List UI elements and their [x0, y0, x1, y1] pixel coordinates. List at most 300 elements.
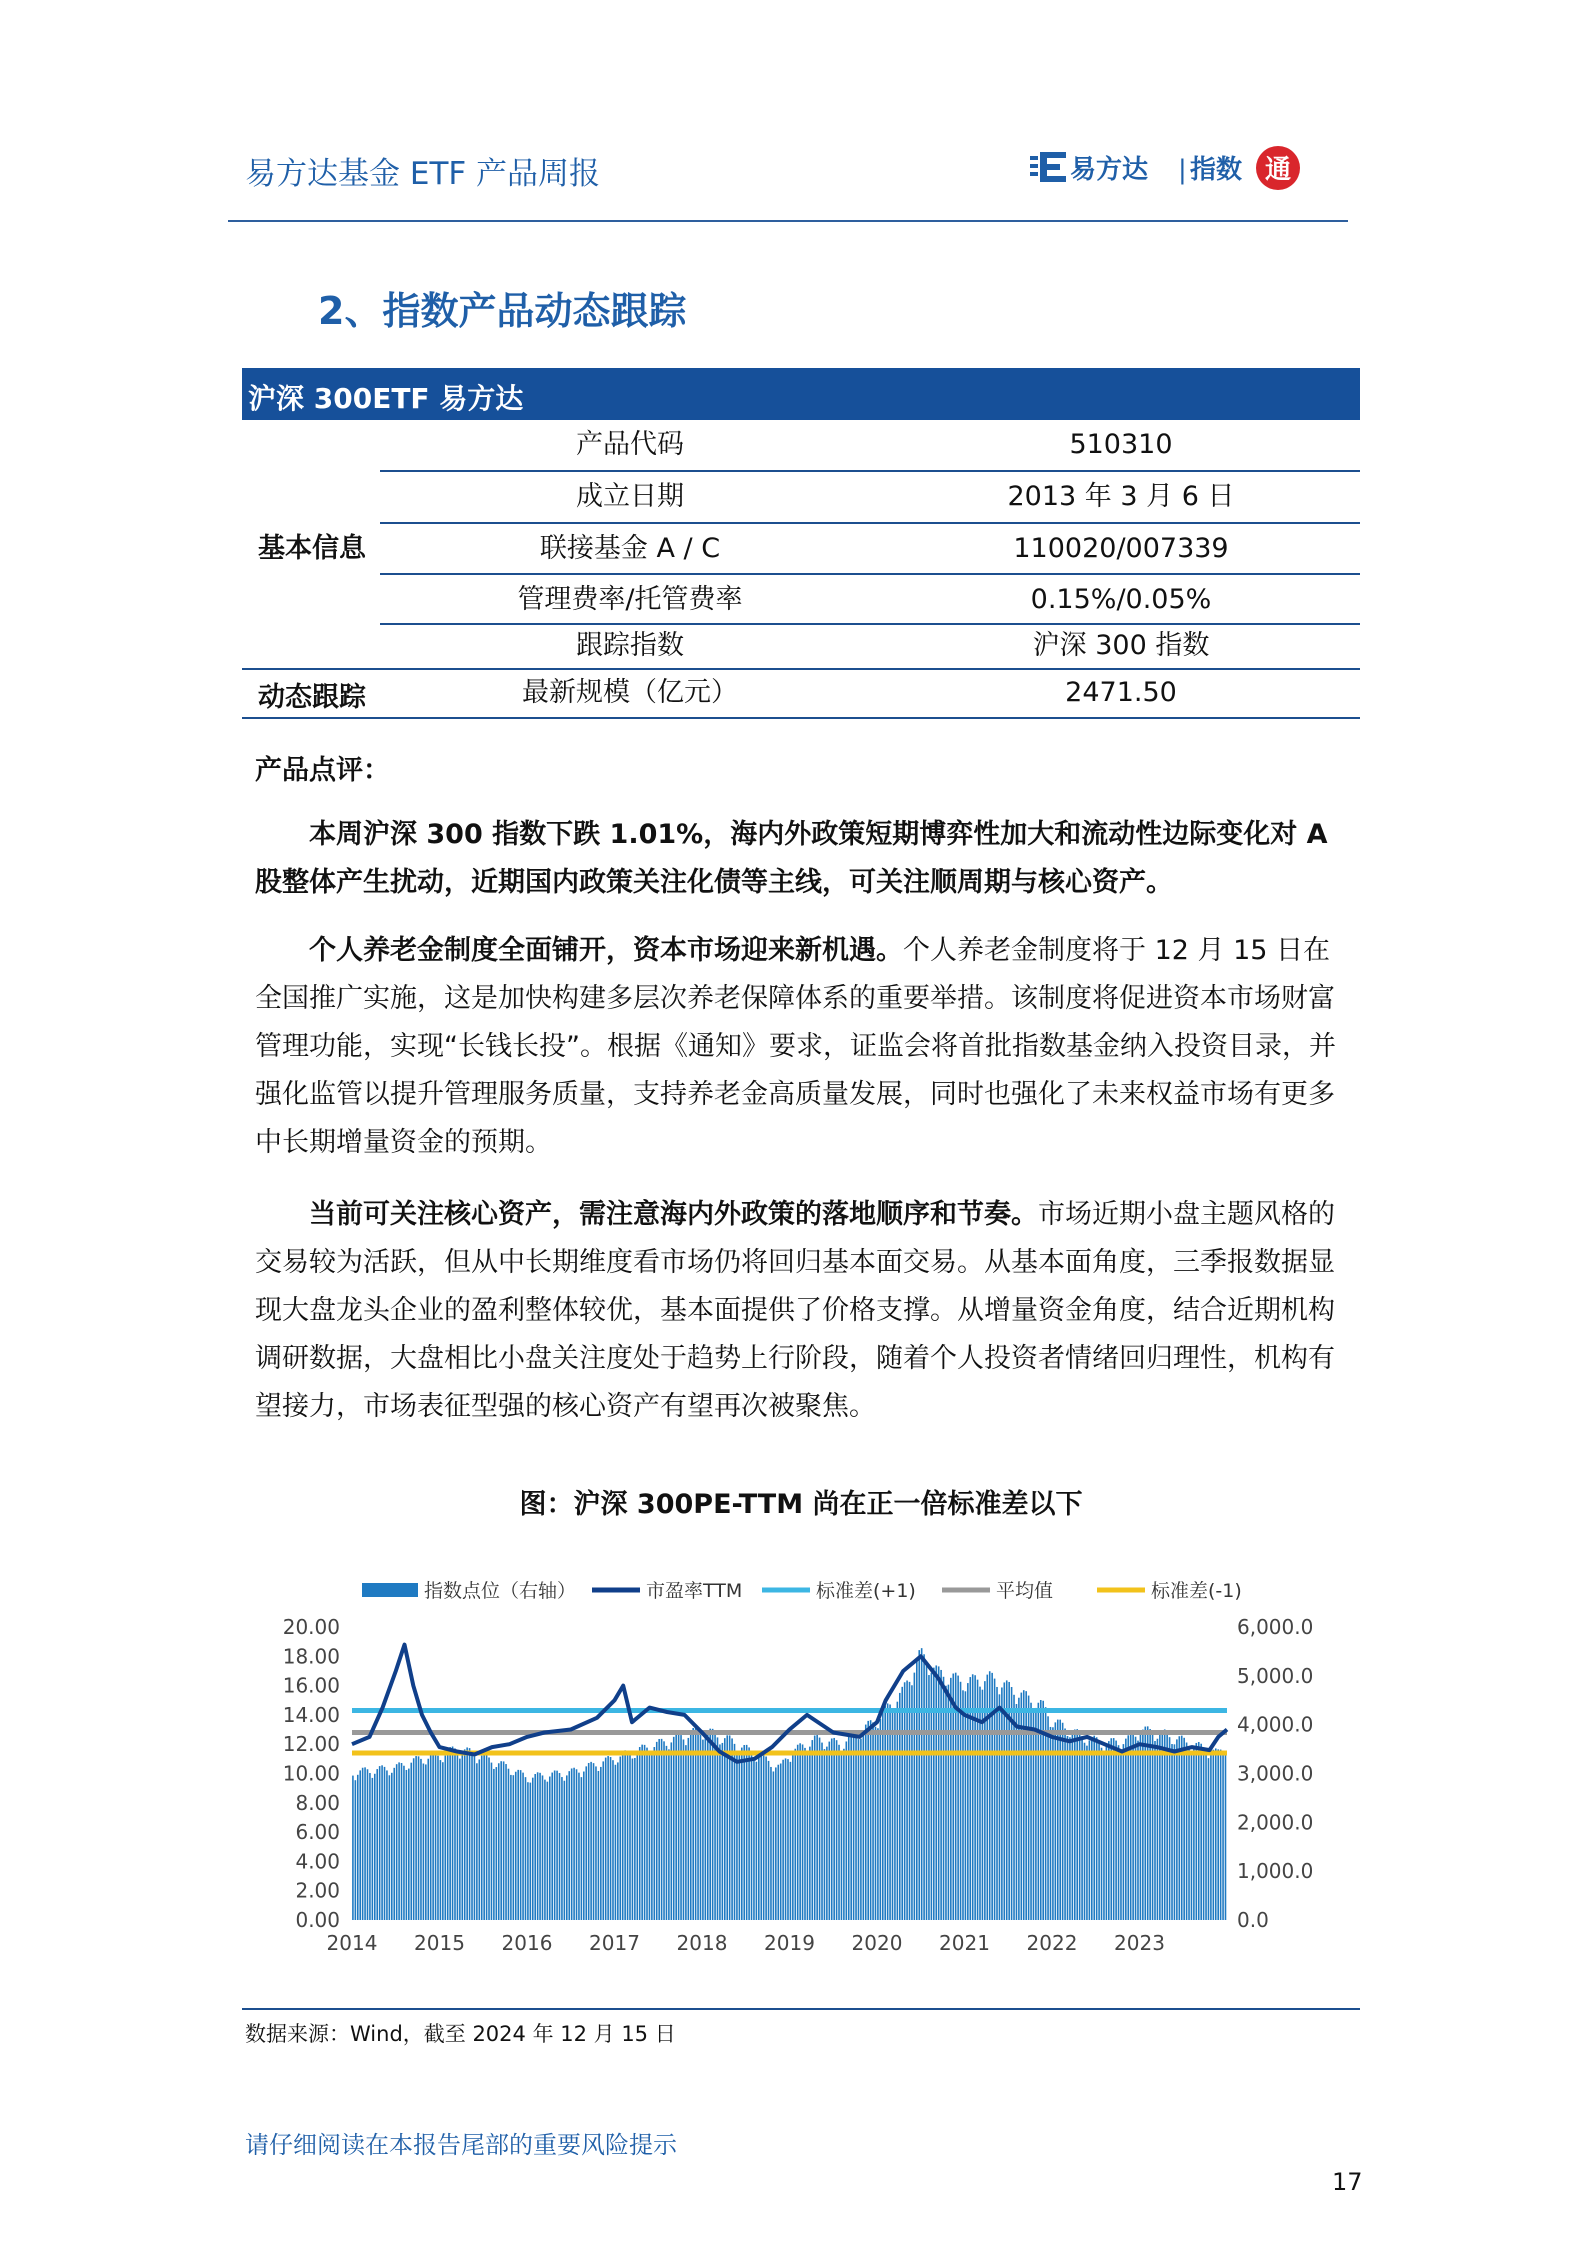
index-bar	[384, 1767, 386, 1920]
index-bar	[401, 1763, 403, 1920]
index-bar	[595, 1766, 597, 1920]
index-bar	[481, 1756, 483, 1920]
index-bar	[590, 1762, 592, 1920]
index-bar	[598, 1771, 600, 1920]
x-tick: 2022	[1026, 1931, 1078, 1955]
index-bar	[406, 1770, 408, 1920]
index-bar	[758, 1758, 760, 1920]
index-bar	[933, 1668, 935, 1920]
index-bar	[712, 1729, 714, 1920]
logo-sub-text: 指数	[1190, 155, 1243, 185]
header-divider	[228, 220, 1348, 222]
index-bar	[855, 1735, 857, 1920]
index-bar	[775, 1767, 777, 1920]
index-bar	[938, 1666, 940, 1920]
index-bar	[430, 1754, 432, 1920]
index-bar	[666, 1746, 668, 1920]
index-bar	[685, 1745, 687, 1920]
index-bar	[841, 1751, 843, 1920]
x-tick: 2019	[764, 1931, 815, 1955]
index-bar	[746, 1745, 748, 1920]
index-bar	[668, 1749, 670, 1920]
index-bar	[731, 1738, 733, 1920]
index-bar	[355, 1780, 357, 1920]
index-bar	[904, 1682, 906, 1920]
review-p2-text: 个人养老金制度将于 12 月 15 日在全国推广实施，这是加快构建多层次养老保障体系的重要举措。该制度将促进资本市场财富管理功能，实现“长钱长投”。根据《通知》要求，证监会将首批指数基金纳入投资目录，并强化监管以提升管理服务质量，支持养老金高质量发展，同时也强化了未来权益市场有更多中长期增量资金的预期。	[255, 935, 1336, 1158]
index-bar	[1225, 1755, 1227, 1920]
x-tick: 2016	[501, 1931, 553, 1955]
index-bar	[615, 1765, 617, 1920]
index-bar	[413, 1758, 415, 1920]
index-bar	[1205, 1754, 1207, 1920]
index-bar	[454, 1748, 456, 1920]
index-bar	[734, 1744, 736, 1920]
index-bar	[850, 1733, 852, 1920]
index-bar	[1123, 1744, 1125, 1920]
index-bar	[576, 1769, 578, 1920]
index-bar	[707, 1731, 709, 1920]
index-bar	[379, 1766, 381, 1920]
index-bar	[887, 1703, 889, 1920]
index-bar	[452, 1746, 454, 1920]
index-bar	[826, 1747, 828, 1920]
index-bar	[777, 1765, 779, 1920]
index-bar	[918, 1650, 920, 1920]
index-bar	[909, 1682, 911, 1920]
index-bar	[425, 1764, 427, 1920]
index-bar	[1161, 1730, 1163, 1920]
index-bar	[1108, 1741, 1110, 1920]
index-bar	[440, 1760, 442, 1920]
index-bar	[678, 1733, 680, 1920]
logo-separator: |	[1178, 155, 1187, 185]
index-bar	[833, 1738, 835, 1920]
index-bar	[969, 1677, 971, 1920]
index-bar	[547, 1782, 549, 1920]
source-divider	[242, 2008, 1360, 2010]
index-bar	[780, 1763, 782, 1920]
index-bar	[760, 1755, 762, 1920]
index-bar	[498, 1763, 500, 1920]
review-paragraph-2	[255, 927, 1351, 1167]
index-bar	[444, 1756, 446, 1920]
index-bar	[1154, 1741, 1156, 1920]
index-bar	[1127, 1735, 1129, 1920]
table-header-bar	[242, 368, 1360, 420]
index-bar	[770, 1767, 772, 1920]
review-paragraph-3	[255, 1191, 1351, 1431]
x-tick: 2021	[939, 1931, 990, 1955]
legend-label: 平均值	[996, 1580, 1054, 1602]
index-bar	[593, 1763, 595, 1920]
index-bar	[717, 1737, 719, 1920]
index-bar	[522, 1773, 524, 1920]
index-bar	[486, 1754, 488, 1920]
index-bar	[1171, 1744, 1173, 1920]
review-paragraph-1	[255, 811, 1351, 907]
index-bar	[994, 1679, 996, 1920]
index-bar	[581, 1777, 583, 1920]
index-bar	[751, 1752, 753, 1920]
index-bar	[1101, 1748, 1103, 1920]
index-bar	[505, 1764, 507, 1920]
review-p2-bold: 个人养老金制度全面铺开，资本市场迎来新机遇。	[309, 935, 903, 966]
index-bar	[359, 1770, 361, 1920]
index-bar	[649, 1752, 651, 1920]
index-bar	[391, 1773, 393, 1920]
legend-label: 标准差(-1)	[1151, 1580, 1242, 1602]
index-bar	[965, 1691, 967, 1920]
index-bar	[804, 1748, 806, 1920]
index-bar	[1181, 1736, 1183, 1920]
index-bar	[675, 1733, 677, 1920]
index-bar	[884, 1706, 886, 1920]
index-bar	[1174, 1744, 1176, 1920]
index-bar	[612, 1760, 614, 1920]
index-bar	[1016, 1704, 1018, 1920]
index-bar	[415, 1756, 417, 1920]
index-bar	[811, 1740, 813, 1920]
index-bar	[432, 1752, 434, 1920]
index-bar	[651, 1754, 653, 1920]
index-bar	[471, 1751, 473, 1920]
index-bar	[1186, 1743, 1188, 1920]
index-bar	[564, 1781, 566, 1920]
index-bar	[654, 1747, 656, 1920]
index-bar	[1140, 1735, 1142, 1920]
index-bar	[935, 1665, 937, 1920]
index-bar	[921, 1648, 923, 1920]
index-bar	[491, 1763, 493, 1920]
row-value: 沪深 300 指数	[1032, 630, 1210, 661]
index-bar	[880, 1719, 882, 1920]
index-bar	[542, 1775, 544, 1920]
y-left-tick: 2.00	[295, 1878, 340, 1903]
index-bar	[948, 1685, 950, 1920]
y-left-tick: 18.00	[282, 1644, 340, 1669]
index-bar	[457, 1753, 459, 1920]
index-bar	[1098, 1742, 1100, 1920]
index-bar	[1120, 1751, 1122, 1920]
index-bar	[697, 1729, 699, 1920]
index-bar	[1125, 1739, 1127, 1920]
index-bar	[982, 1690, 984, 1920]
index-bar	[838, 1745, 840, 1920]
index-bar	[714, 1732, 716, 1920]
index-bar	[1110, 1738, 1112, 1920]
index-bar	[843, 1749, 845, 1920]
y-right-tick: 2,000.0	[1237, 1810, 1314, 1835]
index-bar	[1103, 1753, 1105, 1920]
index-bar	[722, 1743, 724, 1920]
index-bar	[1176, 1739, 1178, 1920]
x-tick: 2018	[676, 1931, 728, 1955]
index-bar	[442, 1762, 444, 1920]
index-bar	[945, 1686, 947, 1920]
index-bar	[500, 1761, 502, 1920]
index-bar	[573, 1768, 575, 1920]
index-bar	[510, 1775, 512, 1920]
y-left-tick: 16.00	[282, 1673, 340, 1698]
index-bar	[1023, 1690, 1025, 1920]
index-bar	[739, 1752, 741, 1920]
index-bar	[488, 1757, 490, 1920]
index-bar	[1052, 1727, 1054, 1920]
y-left-tick: 20.00	[282, 1615, 340, 1639]
index-bar	[836, 1740, 838, 1920]
index-bar	[1159, 1733, 1161, 1920]
index-bar	[1106, 1746, 1108, 1920]
index-bar	[794, 1749, 796, 1920]
table-bottom-rule	[242, 717, 1360, 719]
index-bar	[1081, 1736, 1083, 1920]
index-bar	[1196, 1743, 1198, 1920]
index-bar	[420, 1759, 422, 1920]
index-bar	[479, 1759, 481, 1920]
y-left-tick: 4.00	[295, 1849, 340, 1874]
index-bar	[644, 1745, 646, 1920]
index-bar	[901, 1687, 903, 1920]
index-bar	[1130, 1734, 1132, 1920]
index-bar	[661, 1739, 663, 1920]
index-bar	[671, 1742, 673, 1920]
index-bar	[1215, 1748, 1217, 1920]
index-bar	[962, 1690, 964, 1920]
index-bar	[940, 1670, 942, 1920]
index-bar	[520, 1770, 522, 1920]
y-right-tick: 0.0	[1237, 1908, 1269, 1932]
index-bar	[690, 1732, 692, 1920]
index-bar	[435, 1753, 437, 1920]
index-bar	[1220, 1750, 1222, 1920]
index-bar	[636, 1752, 638, 1920]
index-bar	[1179, 1736, 1181, 1920]
index-bar	[702, 1740, 704, 1920]
index-bar	[996, 1687, 998, 1920]
index-bar	[906, 1681, 908, 1920]
index-bar	[809, 1747, 811, 1920]
index-bar	[792, 1755, 794, 1920]
legend-label: 标准差(+1)	[816, 1580, 916, 1602]
index-bar	[709, 1729, 711, 1920]
figure-title: 图：沪深 300PE-TTM 尚在正一倍标准差以下	[519, 1489, 1083, 1520]
index-bar	[517, 1770, 519, 1920]
index-bar	[773, 1771, 775, 1920]
index-bar	[688, 1738, 690, 1920]
index-bar	[787, 1759, 789, 1920]
index-bar	[1137, 1741, 1139, 1920]
group-label-dynamic: 动态跟踪	[258, 682, 366, 713]
row-label: 产品代码	[576, 429, 684, 460]
index-bar	[530, 1783, 532, 1920]
index-bar	[1203, 1748, 1205, 1920]
index-bar	[352, 1776, 354, 1920]
index-bar	[483, 1754, 485, 1920]
index-bar	[600, 1767, 602, 1920]
index-bar	[559, 1773, 561, 1920]
index-bar	[1074, 1729, 1076, 1920]
index-bar	[1213, 1750, 1215, 1920]
y-left-tick: 0.00	[295, 1908, 340, 1932]
index-bar	[1164, 1729, 1166, 1920]
row-label: 成立日期	[576, 481, 684, 512]
index-bar	[367, 1769, 369, 1920]
index-bar	[1118, 1745, 1120, 1920]
table-title: 沪深 300ETF 易方达	[248, 382, 524, 415]
index-bar	[1004, 1682, 1006, 1920]
index-bar	[634, 1758, 636, 1920]
index-bar	[1030, 1703, 1032, 1920]
index-bar	[741, 1748, 743, 1920]
index-bar	[527, 1782, 529, 1920]
index-bar	[819, 1738, 821, 1920]
index-bar	[374, 1774, 376, 1920]
index-bar	[926, 1664, 928, 1920]
row-label: 最新规模（亿元）	[522, 677, 738, 708]
index-bar	[461, 1753, 463, 1920]
row-value: 110020/007339	[1013, 533, 1229, 564]
index-bar	[403, 1766, 405, 1920]
index-bar	[1038, 1703, 1040, 1920]
index-bar	[1096, 1737, 1098, 1920]
index-bar	[1188, 1749, 1190, 1920]
index-bar	[807, 1753, 809, 1920]
index-bar	[1069, 1737, 1071, 1920]
index-bar	[816, 1735, 818, 1920]
index-bar	[802, 1744, 804, 1920]
index-bar	[680, 1735, 682, 1920]
index-bar	[534, 1774, 536, 1920]
index-bar	[571, 1768, 573, 1920]
index-bar	[639, 1747, 641, 1920]
logo-seal-text: 通	[1264, 155, 1292, 185]
index-bar	[1047, 1716, 1049, 1920]
index-bar	[622, 1752, 624, 1920]
index-bar	[393, 1768, 395, 1920]
index-bar	[568, 1771, 570, 1920]
index-bar	[1152, 1734, 1154, 1920]
y-right-tick: 5,000.0	[1237, 1663, 1314, 1688]
index-bar	[1064, 1728, 1066, 1920]
logo-main-text: 易方达	[1070, 155, 1149, 185]
index-bar	[427, 1759, 429, 1920]
index-bar	[763, 1754, 765, 1920]
index-bar	[464, 1749, 466, 1920]
index-bar	[646, 1748, 648, 1920]
index-bar	[513, 1775, 515, 1920]
index-bar	[1045, 1707, 1047, 1920]
index-bar	[1033, 1712, 1035, 1920]
index-bar	[629, 1754, 631, 1920]
index-bar	[469, 1748, 471, 1920]
index-bar	[583, 1772, 585, 1920]
index-bar	[916, 1660, 918, 1920]
index-bar	[554, 1770, 556, 1920]
y-left-tick: 8.00	[295, 1790, 340, 1815]
index-bar	[369, 1773, 371, 1920]
index-bar	[831, 1738, 833, 1920]
index-bar	[447, 1750, 449, 1920]
index-bar	[656, 1742, 658, 1920]
index-bar	[515, 1772, 517, 1920]
y-left-tick: 14.00	[282, 1702, 340, 1727]
pe-ttm-line	[352, 1645, 1227, 1762]
index-bar	[729, 1735, 731, 1920]
index-bar	[410, 1763, 412, 1920]
index-bar	[617, 1762, 619, 1920]
index-bar	[1013, 1695, 1015, 1920]
index-bar	[797, 1745, 799, 1920]
index-bar	[1198, 1742, 1200, 1920]
index-bar	[658, 1739, 660, 1920]
index-bar	[539, 1773, 541, 1920]
index-bar	[381, 1765, 383, 1920]
index-bar	[829, 1742, 831, 1920]
index-bar	[561, 1777, 563, 1920]
brand-logo	[1030, 140, 1302, 198]
index-bar	[1193, 1746, 1195, 1920]
index-bar	[357, 1775, 359, 1920]
legend-swatch	[362, 1583, 418, 1597]
index-bar	[476, 1763, 478, 1920]
index-bar	[619, 1757, 621, 1920]
index-bar	[503, 1761, 505, 1920]
index-bar	[911, 1685, 913, 1920]
y-left-tick: 6.00	[295, 1820, 340, 1845]
risk-notice: 请仔细阅读在本报告尾部的重要风险提示	[245, 2131, 677, 2159]
index-bar	[719, 1744, 721, 1920]
x-tick: 2020	[851, 1931, 903, 1955]
index-bar	[437, 1756, 439, 1920]
index-bar	[724, 1738, 726, 1920]
index-bar	[1208, 1758, 1210, 1920]
row-label: 管理费率/托管费率	[517, 584, 743, 615]
x-tick: 2023	[1114, 1931, 1165, 1955]
pe-ttm-chart	[242, 1555, 1360, 1975]
review-label: 产品点评：	[255, 755, 390, 786]
index-bar	[863, 1731, 865, 1920]
index-bar	[508, 1769, 510, 1920]
index-bar	[362, 1768, 364, 1920]
index-bar	[743, 1745, 745, 1920]
index-bar	[466, 1747, 468, 1920]
index-bar	[408, 1769, 410, 1920]
index-bar	[799, 1743, 801, 1920]
index-bar	[585, 1766, 587, 1920]
index-bar	[423, 1764, 425, 1920]
review-p3-bold: 当前可关注核心资产，需注意海内外政策的落地顺序和节奏。	[309, 1199, 1038, 1230]
index-bar	[695, 1727, 697, 1920]
index-bar	[673, 1737, 675, 1920]
index-bar	[1149, 1729, 1151, 1920]
index-bar	[1072, 1732, 1074, 1920]
review-p3-text: 市场近期小盘主题风格的交易较为活跃，但从中长期维度看市场仍将回归基本面交易。从基本面角度，三季报数据显现大盘龙头企业的盈利整体较优，基本面提供了价格支撑。从增量资金角度，结合近期机构调研数据，大盘相比小盘关注度处于趋势上行阶段，随着个人投资者情绪回归理性，机构有望接力，市场表征型强的核心资产有望再次被聚焦。	[255, 1199, 1335, 1422]
y-right-tick: 1,000.0	[1237, 1859, 1314, 1884]
index-bar	[726, 1735, 728, 1920]
y-right-tick: 3,000.0	[1237, 1761, 1314, 1786]
index-bar	[821, 1743, 823, 1920]
index-bar	[700, 1733, 702, 1920]
index-bar	[870, 1720, 872, 1920]
index-bar	[1113, 1738, 1115, 1920]
index-bar	[663, 1741, 665, 1920]
index-bar	[1093, 1736, 1095, 1920]
y-right-tick: 4,000.0	[1237, 1712, 1314, 1737]
legend-label: 指数点位（右轴）	[424, 1580, 577, 1602]
index-bar	[1191, 1751, 1193, 1920]
index-bar	[493, 1769, 495, 1920]
review-p1-bold: 本周沪深 300 指数下跌 1.01%，海内外政策短期博弈性加大和流动性边际变化对 A 股整体产生扰动，近期国内政策关注化债等主线，可关注顺周期与核心资产。	[255, 819, 1328, 898]
